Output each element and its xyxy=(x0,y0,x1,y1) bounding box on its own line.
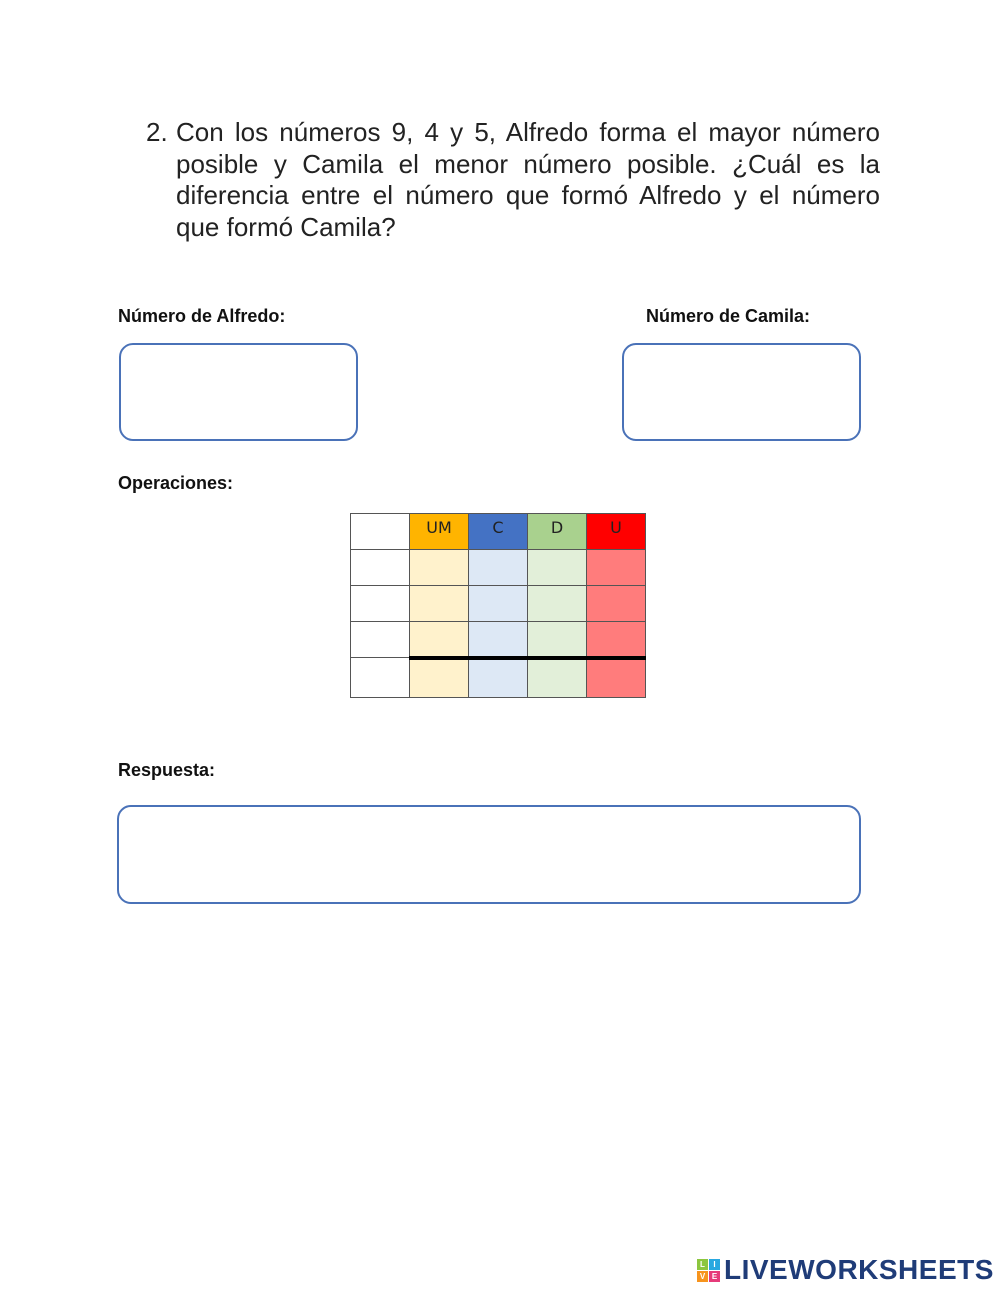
respuesta-label: Respuesta: xyxy=(118,760,216,780)
header-cell-blank xyxy=(351,514,410,550)
header-cell-um: UM xyxy=(410,514,469,550)
alfredo-number-input[interactable] xyxy=(119,343,358,441)
table-cell[interactable] xyxy=(410,622,469,658)
header-cell-u: U xyxy=(587,514,646,550)
table-cell[interactable] xyxy=(528,550,587,586)
liveworksheets-logo xyxy=(697,1254,994,1286)
table-cell[interactable] xyxy=(587,586,646,622)
logo-mark-icon: L I V E xyxy=(697,1259,720,1282)
table-cell[interactable] xyxy=(351,622,410,658)
header-cell-c: C xyxy=(469,514,528,550)
table-cell[interactable] xyxy=(351,658,410,698)
table-cell[interactable] xyxy=(469,586,528,622)
table-cell[interactable] xyxy=(528,586,587,622)
result-cell[interactable] xyxy=(469,658,528,698)
table-cell[interactable] xyxy=(351,550,410,586)
table-cell[interactable] xyxy=(528,622,587,658)
table-cell[interactable] xyxy=(587,550,646,586)
alfredo-label: Número de Alfredo: xyxy=(118,306,286,326)
table-cell[interactable] xyxy=(410,550,469,586)
camila-label: Número de Camila: xyxy=(646,306,811,326)
respuesta-input[interactable] xyxy=(117,805,861,904)
table-cell[interactable] xyxy=(469,550,528,586)
question-text: Con los números 9, 4 y 5, Alfredo forma el mayor número posible y Camila el menor número posible. ¿Cuál es la diferencia entre el número que formó Alfredo y el número que formó Camila? xyxy=(176,117,880,242)
question-number: 2. xyxy=(146,117,168,147)
result-cell[interactable] xyxy=(528,658,587,698)
table-cell[interactable] xyxy=(351,586,410,622)
table-cell[interactable] xyxy=(410,586,469,622)
place-value-table xyxy=(350,513,646,698)
table-cell[interactable] xyxy=(587,622,646,658)
result-cell[interactable] xyxy=(587,658,646,698)
question xyxy=(146,117,880,243)
table-cell[interactable] xyxy=(469,622,528,658)
header-cell-d: D xyxy=(528,514,587,550)
result-cell[interactable] xyxy=(410,658,469,698)
operaciones-label: Operaciones: xyxy=(118,473,234,493)
logo-text: LIVEWORKSHEETS xyxy=(724,1254,994,1285)
camila-number-input[interactable] xyxy=(622,343,861,441)
